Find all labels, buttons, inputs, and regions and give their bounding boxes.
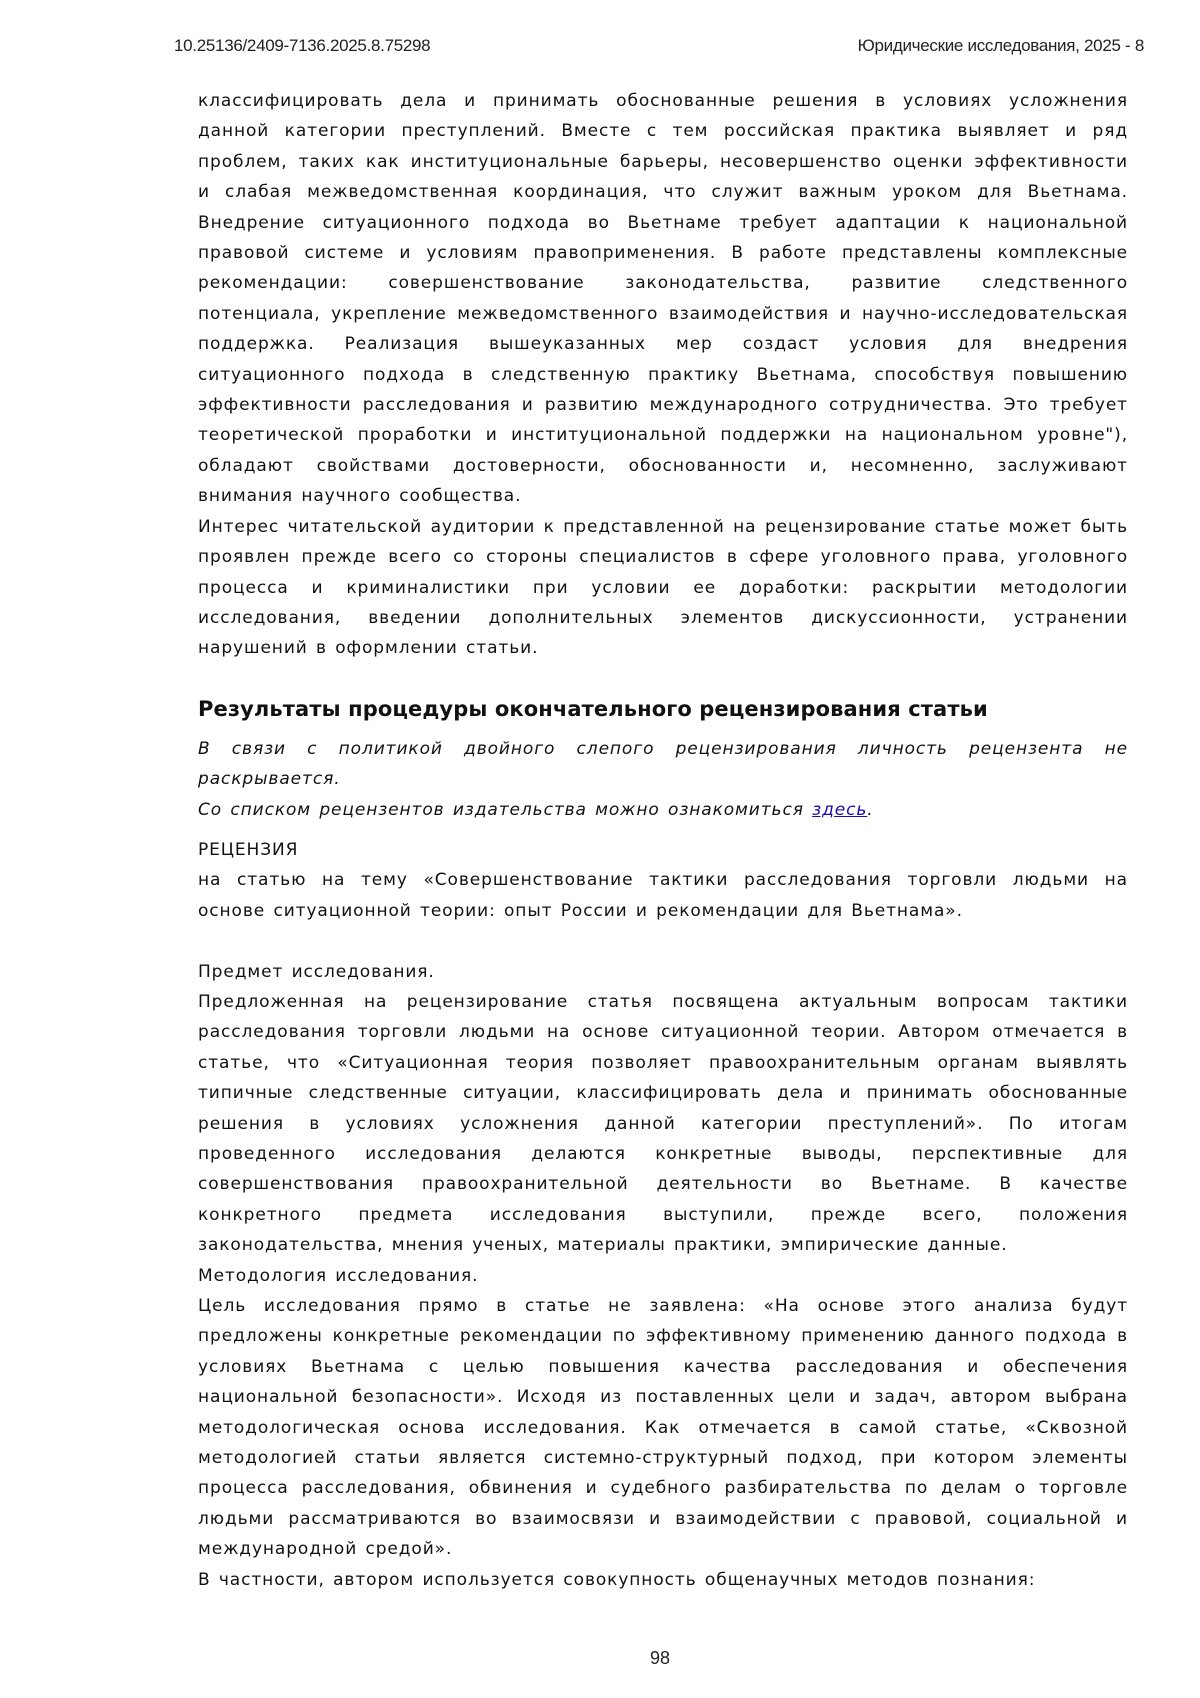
section-title: Результаты процедуры окончательного рецензирования статьи xyxy=(198,696,988,721)
methodology-label: Методология исследования. xyxy=(198,1265,479,1286)
body-paragraph-2: Интерес читательской аудитории к представленной на рецензирование статье может быть проявлен прежде всего со стороны специалистов в сфере уголовного права, уголовного процесса и криминалистики при условии ее доработки: раскрытии методологии исследования, введении дополнительных элементов дискуссионности, устранении нарушений в оформлении статьи. xyxy=(198,516,1128,659)
methodology-text: Цель исследования прямо в статье не заявлена: «На основе этого анализа будут предложены конкретные рекомендации по эффективному применению данного подхода в условиях Вьетнама с целью повышения качества расследования и обеспечения национальной безопасности». Исходя из поставленных цели и задач, автором выбрана методологическая основа исследования. Как отмечается в самой статье, «Сквозной методологией статьи является системно-структурный подход, при котором элементы процесса расследования, обвинения и судебного разбирательства по делам о торговле людьми рассматриваются во взаимосвязи и взаимодействии с правовой, социальной и международной средой». xyxy=(198,1296,1128,1560)
spacer xyxy=(198,724,1128,734)
blind-review-note: В связи с политикой двойного слепого рецензирования личность рецензента не раскрывается. xyxy=(198,738,1128,790)
reviewers-link[interactable]: здесь xyxy=(812,799,868,820)
spacer xyxy=(198,664,1128,694)
reviewers-list-note xyxy=(198,795,1128,825)
subject-text: Предложенная на рецензирование статья посвящена актуальным вопросам тактики расследования торговли людьми на основе ситуационной теории. Автором отмечается в статье, что «Ситуационная теория позволяет правоохранительным органам выявлять типичные следственные ситуации, классифицировать дела и принимать обоснованные решения в условиях усложнения данной категории преступлений». По итогам проведенного исследования делаются конкретные выводы, перспективные для совершенствования правоохранительной деятельности во Вьетнаме. В качестве конкретного предмета исследования выступили, прежде всего, положения законодательства, мнения ученых, материалы практики, эмпирические данные. xyxy=(198,991,1128,1256)
blank-line xyxy=(198,926,1128,956)
doi-header: 10.25136/2409-7136.2025.8.75298 xyxy=(174,36,431,55)
review-topic: на статью на тему «Совершенствование тактики расследования торговли людьми на основе ситуационной теории: опыт России и рекомендации для Вьетнама». xyxy=(198,870,1128,921)
reviewers-note-end: . xyxy=(867,799,874,820)
methods-line: В частности, автором используется совокупность общенаучных методов познания: xyxy=(198,1569,1036,1590)
spacer xyxy=(198,825,1128,835)
body-paragraph-1: классифицировать дела и принимать обоснованные решения в условиях усложнения данной категории преступлений. Вместе с тем российская практика выявляет и ряд проблем, таких как институциональные барьеры, несовершенство оценки эффективности и слабая межведомственная координация, что служит важным уроком для Вьетнама. Внедрение ситуационного подхода во Вьетнаме требует адаптации к национальной правовой системе и условиям правоприменения. В работе представлены комплексные рекомендации: совершенствование законодательства, развитие следственного потенциала, укрепление межведомственного взаимодействия и научно-исследовательская поддержка. Реализация вышеуказанных мер создаст условия для внедрения ситуационного подхода в следственную практику Вьетнама, способствуя повышению эффективности расследования и развитию международного сотрудничества. Это требует теоретической проработки и институциональной поддержки на национальном уровне"), обладают свойствами достоверности, обоснованности и, несомненно, заслуживают внимания научного сообщества. xyxy=(198,91,1128,507)
subject-label: Предмет исследования. xyxy=(198,961,435,982)
journal-header: Юридические исследования, 2025 - 8 xyxy=(857,36,1144,55)
reviewers-note-text: Со списком рецензентов издательства можно ознакомиться xyxy=(198,799,813,820)
page-content xyxy=(198,86,1128,1595)
review-heading: РЕЦЕНЗИЯ xyxy=(198,839,299,860)
page-number: 98 xyxy=(649,1648,671,1668)
